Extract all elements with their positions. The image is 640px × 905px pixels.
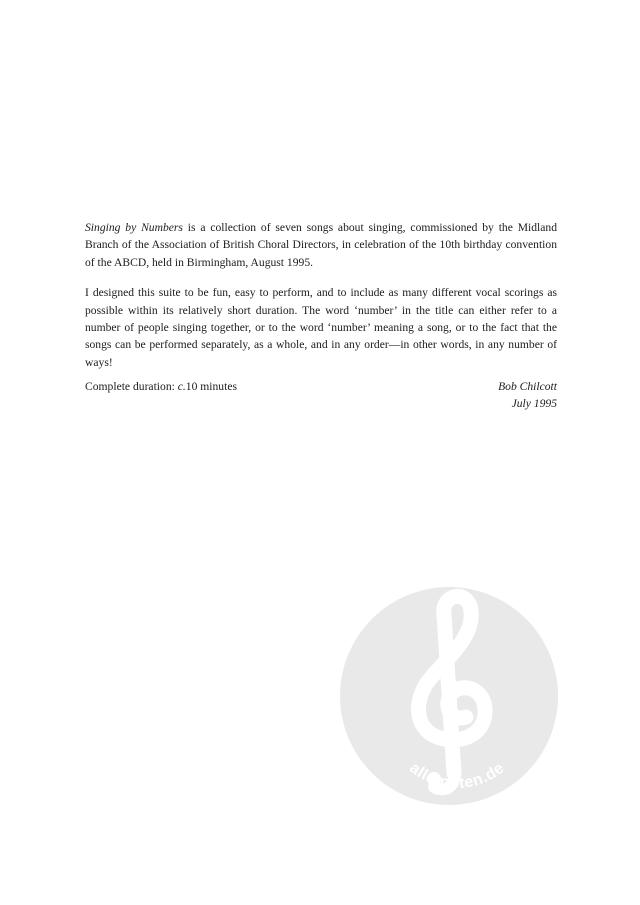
- watermark-text: alle-noten.de: [406, 759, 508, 793]
- signature-date: July 1995: [511, 397, 557, 410]
- signature-author: Bob Chilcott: [498, 380, 557, 393]
- preface-text: [85, 219, 557, 384]
- preface-paragraph-1: [85, 219, 557, 271]
- complete-duration: [85, 378, 237, 395]
- duration-value: 10 minutes: [185, 380, 237, 393]
- preface-paragraph-2: I designed this suite to be fun, easy to perform, and to include as many different vocal scorings as possible within its relatively short duration. The word ‘number’ in the title can either refer to a number of people singing together, or to the word ‘number’ meaning a song, or to the fact that the songs can be performed separately, as a whole, and in any order—in other words, in any number of ways!: [85, 286, 557, 369]
- signature: [498, 378, 557, 412]
- preface-paragraph-1-body: is a collection of seven songs about singing, commissioned by the Midland Branch of the Association of British Choral Directors, in celebration of the 10th birthday convention of the ABCD, held in Birmingham, August 1995.: [85, 221, 557, 269]
- work-title: Singing by Numbers: [85, 221, 183, 234]
- duration-label: Complete duration:: [85, 380, 178, 393]
- watermark-logo: [340, 587, 558, 805]
- duration-circa: c.: [177, 380, 186, 393]
